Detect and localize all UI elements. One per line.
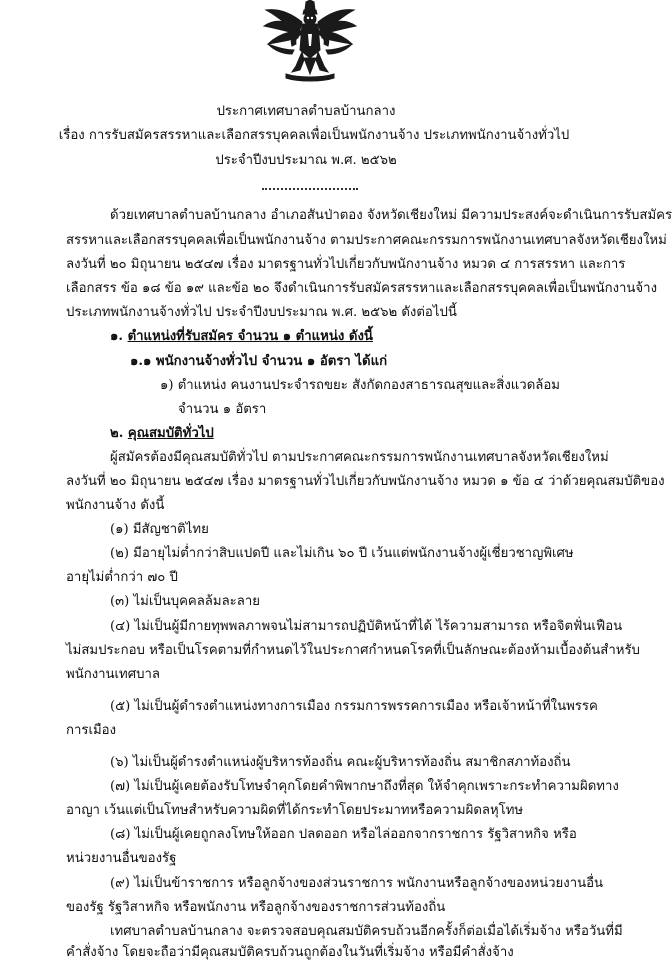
- position-item-1: ๑) ตำแหน่ง คนงานประจำรถขยะ สังกัดกองสาธารณสุขและสิ่งแวดล้อม: [160, 378, 560, 393]
- intro-line-1: ด้วยเทศบาลตำบลบ้านกลาง อำเภอสันป่าตอง จังหวัดเชียงใหม่ มีความประสงค์จะดำเนินการรับสมัคร: [110, 208, 672, 223]
- qualification-item-8: (๘) ไม่เป็นผู้เคยถูกลงโทษให้ออก ปลดออก หรือไล่ออกจากราชการ รัฐวิสาหกิจ หรือ: [110, 827, 577, 842]
- qualification-item-2: (๒) มีอายุไม่ต่ำกว่าสิบแปดปี และไม่เกิน ๖๐ ปี เว้นแต่พนักงานจ้างผู้เชี่ยวชาญพิเศษ: [110, 546, 574, 561]
- qualification-item-6: (๖) ไม่เป็นผู้ดำรงตำแหน่งผู้บริหารท้องถิ่น คณะผู้บริหารท้องถิ่น สมาชิกสภาท้องถิ่น: [110, 755, 571, 770]
- qualification-item-4: (๔) ไม่เป็นผู้มีกายทุพพลภาพจนไม่สามารถปฏิบัติหน้าที่ได้ ไร้ความสามารถ หรือจิตฟั่นเฟือน: [110, 619, 623, 634]
- verification-note-2: คำสั่งจ้าง โดยจะถือว่ามีคุณสมบัติครบถ้วนถูกต้องในวันที่เริ่มจ้าง หรือมีคำสั่งจ้าง: [66, 945, 514, 960]
- fiscal-year-line: ประจำปีงบประมาณ พ.ศ. ๒๕๖๒: [215, 153, 397, 168]
- position-item-1-count: จำนวน ๑ อัตรา: [178, 402, 267, 417]
- announcement-title: ประกาศเทศบาลตำบลบ้านกลาง: [216, 104, 396, 119]
- qualification-item-4-cont-2: พนักงานเทศบาล: [66, 667, 160, 682]
- section-1-number: ๑.: [110, 329, 123, 344]
- qualification-item-9-cont: ของรัฐ รัฐวิสาหกิจ หรือพนักงาน หรือลูกจ้างของราชการส่วนท้องถิ่น: [66, 900, 446, 915]
- garuda-emblem-icon: [262, 0, 358, 82]
- qualification-item-5-cont: การเมือง: [66, 723, 117, 738]
- intro-line-2: สรรหาและเลือกสรรบุคคลเพื่อเป็นพนักงานจ้าง ตามประกาศคณะกรรมการพนักงานเทศบาลจังหวัดเชียงใหม่: [66, 233, 667, 248]
- intro-line-3: ลงวันที่ ๒๐ มิถุนายน ๒๕๔๗ เรื่อง มาตรฐานทั่วไปเกี่ยวกับพนักงานจ้าง หมวด ๔ การสรรหา และการ: [66, 257, 626, 272]
- separator-dots: [262, 184, 358, 190]
- qualification-item-7: (๗) ไม่เป็นผู้เคยต้องรับโทษจำคุกโดยคำพิพากษาถึงที่สุด ให้จำคุกเพราะกระทำความผิดทาง: [110, 779, 619, 794]
- section-1-1-heading: ๑.๑ พนักงานจ้างทั่วไป จำนวน ๑ อัตรา ได้แก่: [130, 354, 388, 369]
- qualification-item-9: (๙) ไม่เป็นข้าราชการ หรือลูกจ้างของส่วนราชการ พนักงานหรือลูกจ้างของหน่วยงานอื่น: [110, 876, 604, 891]
- qualification-item-7-cont: อาญา เว้นแต่เป็นโทษสำหรับความผิดที่ได้กระทำโดยประมาทหรือความผิดลหุโทษ: [66, 803, 524, 818]
- qualification-item-4-cont-1: ไม่สมประกอบ หรือเป็นโรคตามที่กำหนดไว้ในประกาศกำหนดโรคที่เป็นลักษณะต้องห้ามเบื้องต้นสำหรับ: [66, 643, 640, 658]
- section-2-intro-2: ลงวันที่ ๒๐ มิถุนายน ๒๕๔๗ เรื่อง มาตรฐานทั่วไปเกี่ยวกับพนักงานจ้าง หมวด ๑ ข้อ ๔ ว่าด้วยคุณสมบัติของ: [66, 474, 665, 489]
- section-2-number: ๒.: [110, 426, 124, 441]
- section-2-heading: [110, 426, 214, 442]
- qualification-item-2-cont: อายุไม่ต่ำกว่า ๗๐ ปี: [66, 570, 178, 585]
- qualification-item-3: (๓) ไม่เป็นบุคคลล้มละลาย: [110, 594, 260, 609]
- qualification-item-8-cont: หน่วยงานอื่นของรัฐ: [66, 851, 177, 866]
- section-2-title: คุณสมบัติทั่วไป: [127, 426, 214, 441]
- intro-line-4: เลือกสรร ข้อ ๑๘ ข้อ ๑๙ และข้อ ๒๐ จึงดำเนินการรับสมัครสรรหาและเลือกสรรบุคคลเพื่อเป็นพนักงานจ้าง: [66, 281, 658, 296]
- qualification-item-5: (๕) ไม่เป็นผู้ดำรงตำแหน่งทางการเมือง กรรมการพรรคการเมือง หรือเจ้าหน้าที่ในพรรค: [110, 699, 598, 714]
- section-1-heading: [110, 329, 373, 345]
- section-2-intro-3: พนักงานจ้าง ดังนี้: [66, 498, 165, 513]
- intro-line-5: ประเภทพนักงานจ้างทั่วไป ประจำปีงบประมาณ พ.ศ. ๒๕๖๒ ดังต่อไปนี้: [66, 305, 457, 320]
- qualification-item-1: (๑) มีสัญชาติไทย: [110, 522, 209, 537]
- section-2-intro-1: ผู้สมัครต้องมีคุณสมบัติทั่วไป ตามประกาศคณะกรรมการพนักงานเทศบาลจังหวัดเชียงใหม่: [110, 450, 609, 465]
- announcement-subject: เรื่อง การรับสมัครสรรหาและเลือกสรรบุคคลเพื่อเป็นพนักงานจ้าง ประเภทพนักงานจ้างทั่วไป: [58, 128, 570, 143]
- verification-note-1: เทศบาลตำบลบ้านกลาง จะตรวจสอบคุณสมบัติครบถ้วนอีกครั้งก็ต่อเมื่อได้เริ่มจ้าง หรือวันที่มี: [110, 924, 623, 939]
- section-1-title: ตำแหน่งที่รับสมัคร จำนวน ๑ ตำแหน่ง ดังนี้: [127, 329, 373, 344]
